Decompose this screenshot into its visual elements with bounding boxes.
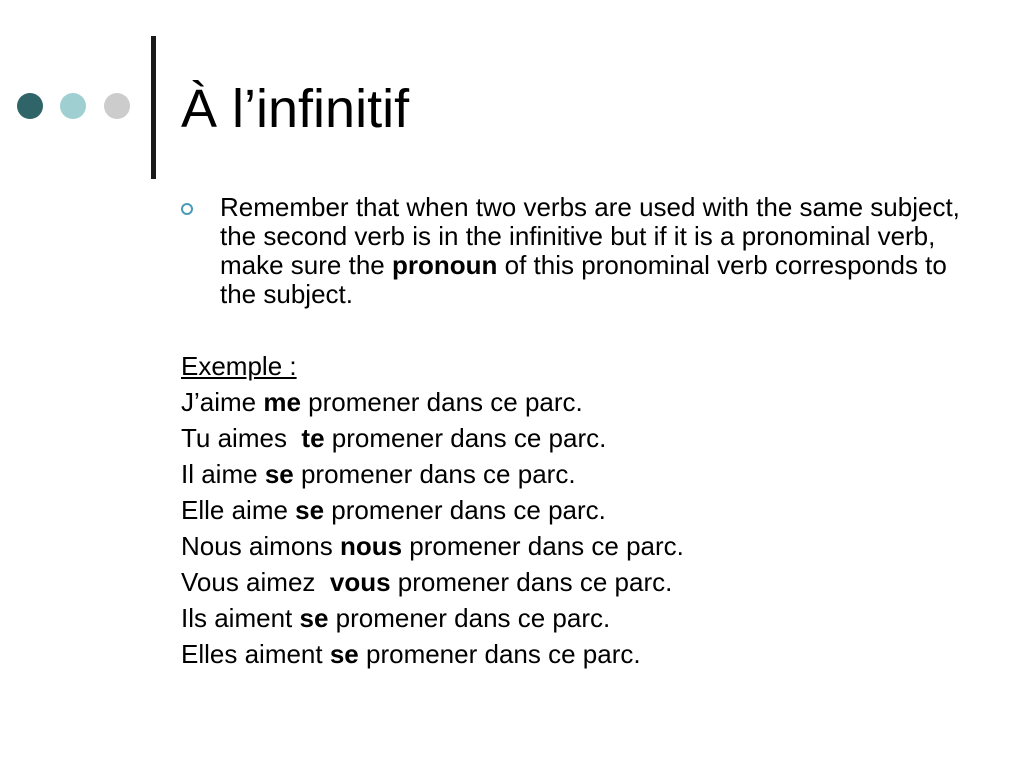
example-pronoun: me xyxy=(263,387,301,417)
bullet-text-after: of this pronominal verb corresponds to the subject. xyxy=(220,250,947,309)
example-subject-verb: Il aime xyxy=(181,459,265,489)
example-subject-verb: Vous aimez xyxy=(181,567,330,597)
example-line xyxy=(181,636,684,672)
example-subject-verb: Elle aime xyxy=(181,495,296,525)
example-pronoun: se xyxy=(264,459,294,489)
bullet-circle-icon xyxy=(181,203,193,215)
bullet-item xyxy=(181,193,961,309)
example-pronoun: vous xyxy=(329,567,391,597)
example-subject-verb: Ils aiment xyxy=(181,603,300,633)
example-infinitive: promener dans ce parc. xyxy=(324,495,606,525)
bullet-text-before: Remember that when two verbs are used with the same subject, the second verb is in the infinitive but if it is a pronominal verb, make sure the xyxy=(220,192,960,280)
example-line xyxy=(181,456,684,492)
dot-gray-icon xyxy=(104,93,130,119)
example-infinitive: promener dans ce parc. xyxy=(358,639,641,669)
example-subject-verb: Nous aimons xyxy=(181,531,340,561)
example-lines xyxy=(181,384,684,672)
example-subject-verb: Tu aimes xyxy=(181,423,302,453)
example-line xyxy=(181,492,684,528)
example-infinitive: promener dans ce parc. xyxy=(402,531,684,561)
slide-title: À l’infinitif xyxy=(181,79,410,139)
example-heading: Exemple : xyxy=(181,351,297,381)
example-line xyxy=(181,528,684,564)
example-section xyxy=(181,348,684,672)
example-line xyxy=(181,564,684,600)
dot-teal-icon xyxy=(60,93,86,119)
example-line xyxy=(181,420,684,456)
example-pronoun: se xyxy=(329,639,359,669)
example-infinitive: promener dans ce parc. xyxy=(324,423,607,453)
example-infinitive: promener dans ce parc. xyxy=(390,567,673,597)
example-line xyxy=(181,384,684,420)
example-subject-verb: Elles aiment xyxy=(181,639,330,669)
bullet-text-bold: pronoun xyxy=(391,250,498,280)
example-infinitive: promener dans ce parc. xyxy=(293,459,576,489)
example-line xyxy=(181,600,684,636)
example-pronoun: se xyxy=(295,495,325,525)
example-pronoun: nous xyxy=(339,531,403,561)
title-divider xyxy=(151,36,156,179)
example-infinitive: promener dans ce parc. xyxy=(328,603,611,633)
example-pronoun: te xyxy=(301,423,325,453)
example-infinitive: promener dans ce parc. xyxy=(300,387,583,417)
example-subject-verb: J’aime xyxy=(181,387,264,417)
dot-dark-icon xyxy=(17,93,43,119)
example-pronoun: se xyxy=(299,603,329,633)
bullet-text xyxy=(220,193,961,309)
